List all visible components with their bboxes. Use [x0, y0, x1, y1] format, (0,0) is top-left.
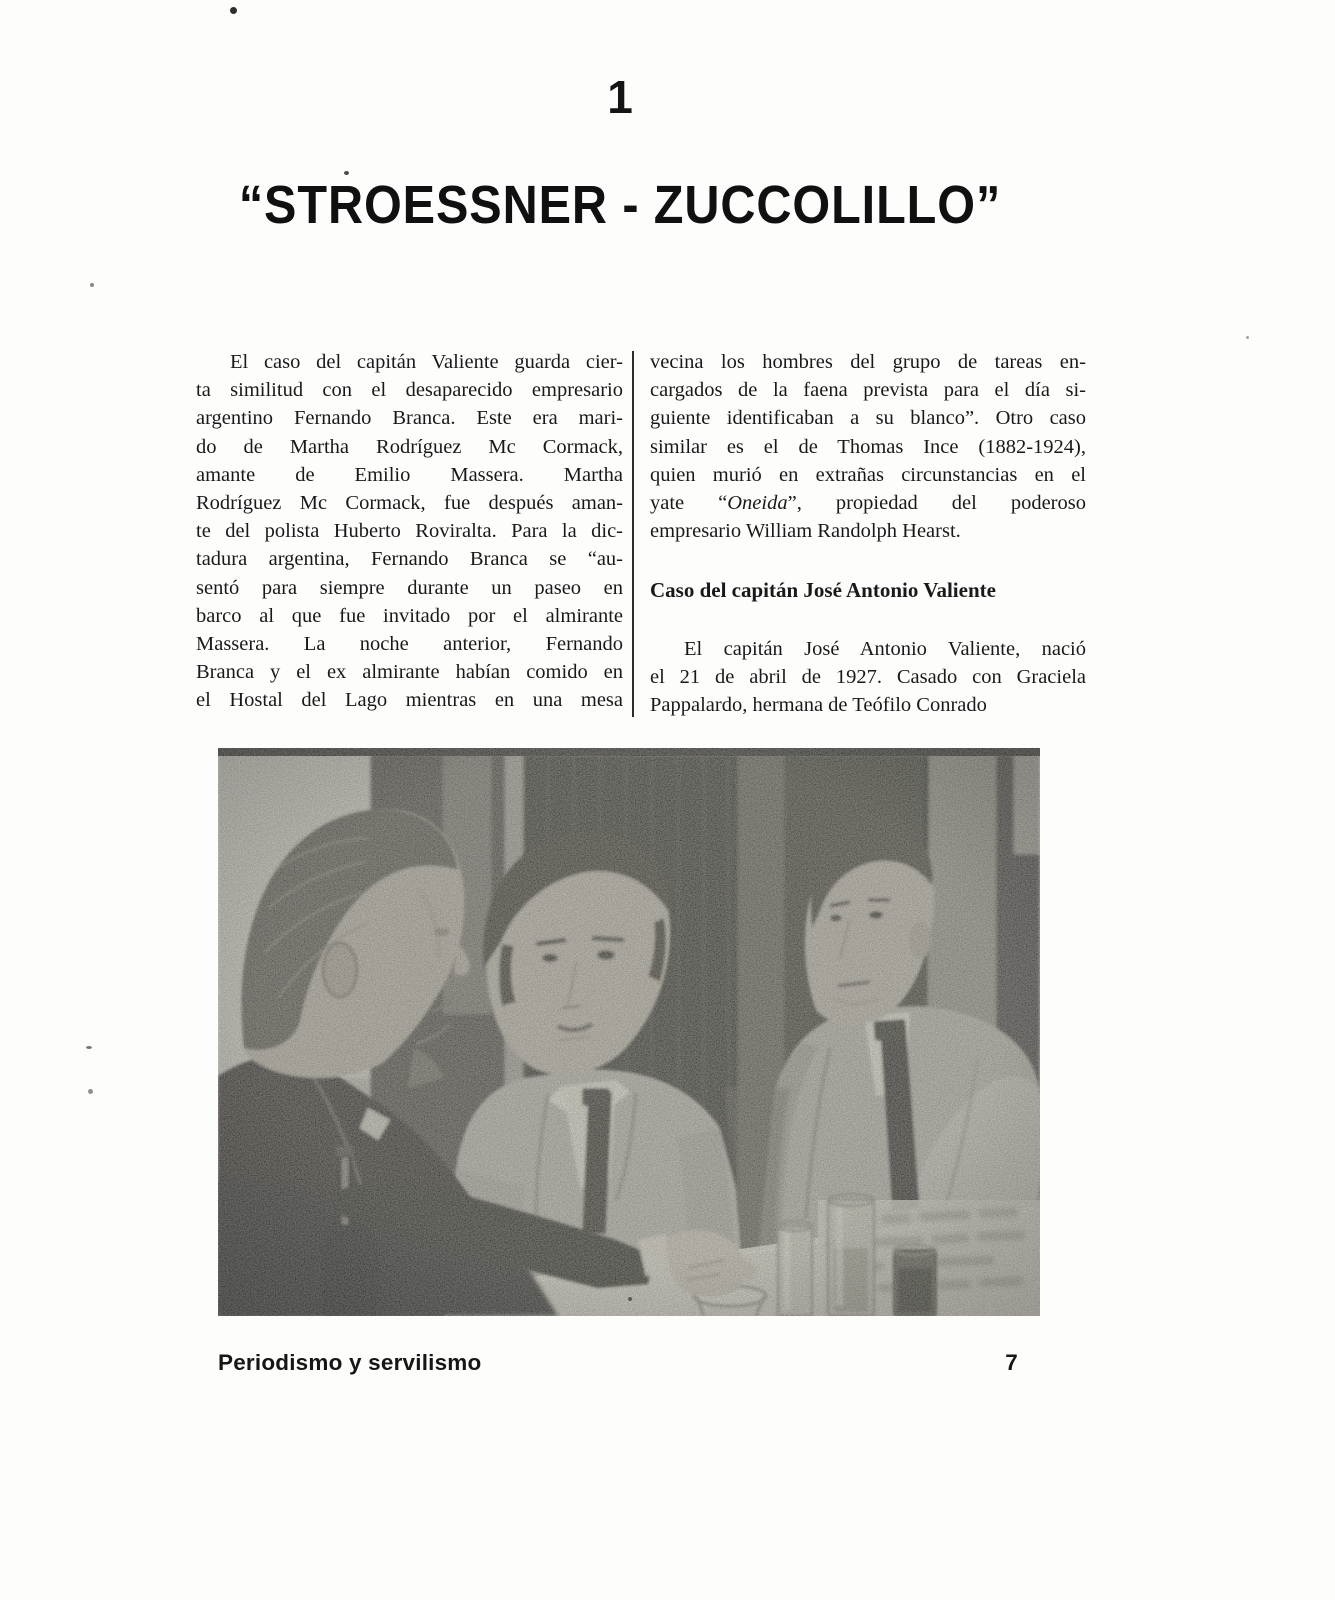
scan-speck — [230, 7, 237, 14]
text-line: barco al que fue invitado por el almirante — [196, 604, 623, 627]
text-line: te del polista Huberto Roviralta. Para la dic- — [196, 520, 623, 543]
scan-speck — [1246, 336, 1249, 339]
running-footer-title: Periodismo y servilismo — [218, 1350, 482, 1375]
left-column — [196, 348, 623, 719]
text-line: do de Martha Rodríguez Mc Cormack, — [196, 435, 623, 458]
text-line: vecina los hombres del grupo de tareas en- — [650, 351, 1086, 373]
text-line: tadura argentina, Fernando Branca se “au- — [196, 548, 623, 571]
text-line: amante de Emilio Massera. Martha — [196, 463, 623, 486]
yacht-name-italic: Oneida — [727, 491, 788, 514]
right-column — [650, 348, 1086, 719]
text-line: ta similitud con el desaparecido empresario — [196, 379, 623, 402]
text-line: el 21 de abril de 1927. Casado con Graciela — [650, 665, 1086, 688]
text-fragment: ”, propiedad del poderoso — [787, 491, 1086, 514]
scan-speck — [628, 1297, 632, 1301]
vignette — [218, 748, 1040, 1316]
section-heading: Caso del capitán José Antonio Valiente — [650, 578, 996, 603]
three-men-at-table-photo — [218, 748, 1040, 1316]
scan-speck — [86, 1046, 92, 1049]
article-photo — [218, 748, 1040, 1316]
text-line: argentino Fernando Branca. Este era mari- — [196, 407, 623, 430]
text-line — [650, 489, 1086, 517]
page-footer — [218, 1350, 1018, 1376]
text-line: quien murió en extrañas circunstancias en el — [650, 463, 1086, 486]
scan-speck — [88, 1089, 93, 1094]
page-title: “STROESSNER - ZUCCOLILLO” — [238, 175, 1002, 235]
text-line: guiente identificaban a su blanco”. Otro caso — [650, 407, 1086, 430]
text-line: el Hostal del Lago mientras en una mesa — [196, 689, 623, 712]
text-line: cargados de la faena prevista para el día si- — [650, 379, 1086, 402]
text-line: Rodríguez Mc Cormack, fue después aman- — [196, 491, 623, 514]
chapter-number: 1 — [607, 71, 633, 123]
text-line: El caso del capitán Valiente guarda cier- — [230, 351, 623, 373]
text-line: sentó para siempre durante un paseo en — [196, 576, 623, 599]
text-line: El capitán José Antonio Valiente, nació — [684, 637, 1086, 660]
text-line: Massera. La noche anterior, Fernando — [196, 632, 623, 655]
article-body — [196, 348, 1086, 719]
column-divider-rule — [632, 351, 634, 717]
text-line: empresario William Randolph Hearst. — [650, 520, 961, 543]
page-number: 7 — [1005, 1350, 1018, 1375]
text-fragment: yate “ — [650, 491, 728, 514]
text-line: Branca y el ex almirante habían comido en — [196, 661, 623, 684]
text-line: similar es el de Thomas Ince (1882-1924), — [650, 435, 1086, 458]
scan-speck — [344, 171, 349, 175]
text-line: Pappalardo, hermana de Teófilo Conrado — [650, 693, 987, 716]
scan-speck — [90, 283, 94, 287]
